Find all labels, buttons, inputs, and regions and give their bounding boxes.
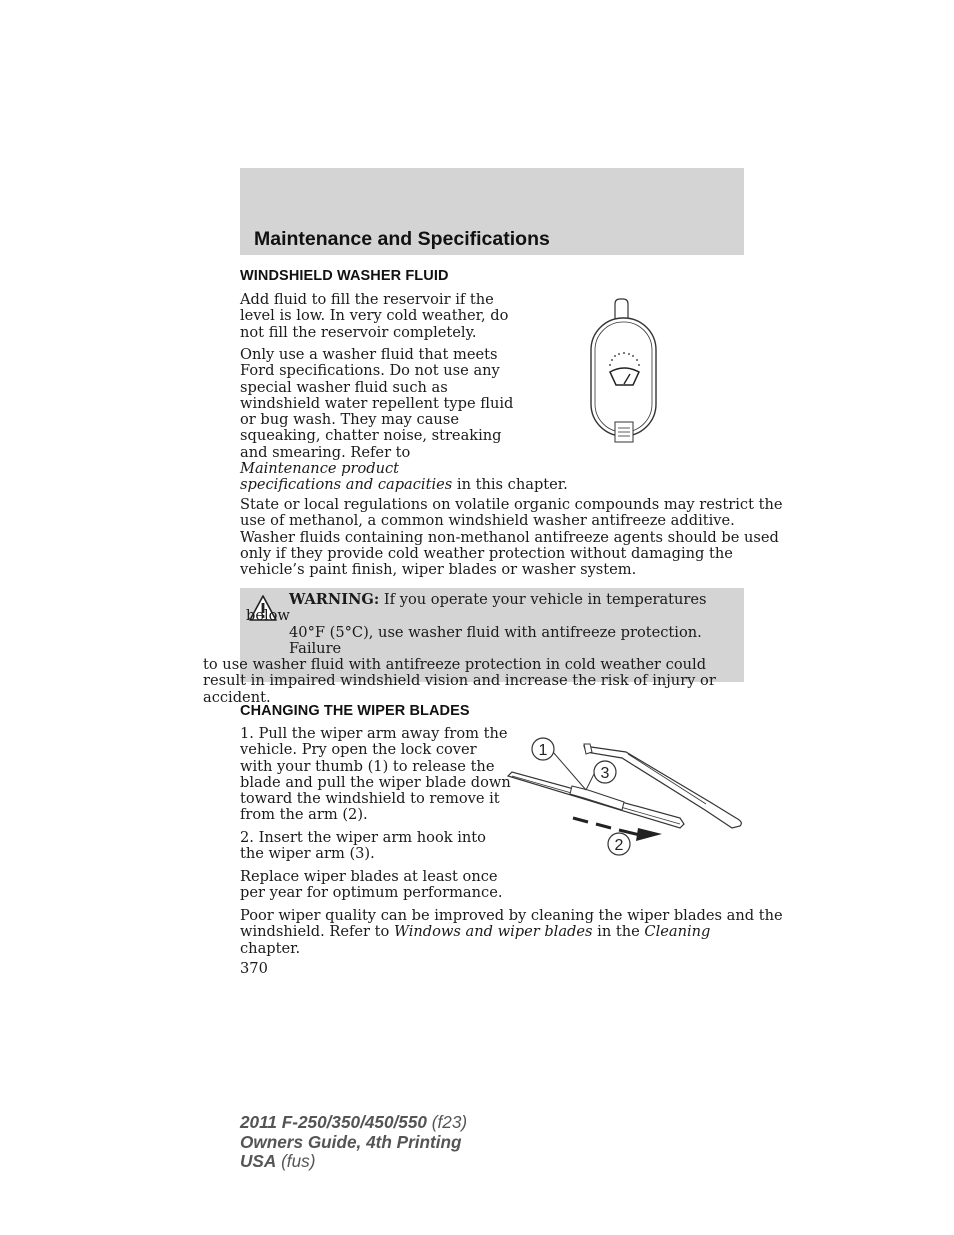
washer-paragraph-2: [240, 347, 568, 494]
text-line: level is low. In very cold weather, do: [240, 307, 509, 325]
text-line: Only use a washer fluid that meets: [240, 346, 498, 363]
text-line: with your thumb (1) to release the: [240, 757, 495, 775]
text-line: not fill the reservoir completely.: [240, 323, 477, 341]
text-line: Replace wiper blades at least once: [240, 868, 498, 885]
text-line: Add fluid to fill the reservoir if the: [240, 291, 494, 308]
wiper-step-2: [240, 830, 486, 863]
text-line: Poor wiper quality can be improved by cleaning the wiper blades and the: [240, 907, 783, 924]
wiper-blades-heading: CHANGING THE WIPER BLADES: [240, 703, 470, 719]
section-header-band: [240, 168, 744, 255]
text-line: If you operate your vehicle in temperatures below: [246, 591, 707, 625]
wiper-step-1: [240, 726, 511, 824]
footer-edition: Owners Guide, 4th Printing: [240, 1131, 462, 1152]
washer-reservoir-illustration: [585, 296, 665, 448]
text-line: in this chapter.: [452, 476, 568, 494]
text-line: accident.: [203, 688, 271, 706]
text-line: 2. Insert the wiper arm hook into: [240, 829, 486, 846]
cross-reference-link[interactable]: Maintenance product: [240, 460, 400, 478]
callout-1-label: 1: [538, 742, 548, 759]
text-line: blade and pull the wiper blade down: [240, 773, 511, 791]
text-line: vehicle’s paint finish, wiper blades or washer system.: [240, 561, 637, 579]
footer-model: 2011 F-250/350/450/550: [240, 1112, 427, 1132]
warning-text: [203, 591, 738, 706]
text-line: toward the windshield to remove it: [240, 790, 500, 808]
callout-2-label: 2: [614, 837, 624, 854]
warning-box: [203, 588, 744, 706]
washer-paragraph-1: [240, 292, 508, 341]
wiper-replace-note: [240, 869, 502, 902]
text-line: to use washer fluid with antifreeze protection in cold weather could: [203, 656, 707, 674]
text-line: from the arm (2).: [240, 806, 368, 824]
wiper-blade-illustration: [500, 734, 748, 858]
section-title: Maintenance and Specifications: [254, 228, 550, 250]
page-number: 370: [240, 960, 268, 977]
text-line: or bug wash. They may cause: [240, 411, 459, 429]
text-line: result in impaired windshield vision and increase the risk of injury or: [203, 672, 716, 690]
text-line: only if they provide cold weather protection without damaging the: [240, 544, 733, 562]
text-line: in the: [592, 923, 645, 941]
text-line: and smearing. Refer to: [240, 443, 411, 461]
washer-paragraph-3: [240, 497, 783, 578]
cross-reference-link[interactable]: specifications and capacities: [240, 476, 453, 494]
text-line: squeaking, chatter noise, streaking: [240, 427, 502, 445]
text-line: per year for optimum performance.: [240, 884, 503, 902]
cross-reference-link[interactable]: Windows and wiper blades: [393, 923, 593, 941]
footer-region-code: (fus): [276, 1151, 316, 1171]
document-footer: [240, 1113, 467, 1172]
footer-code: (f23): [427, 1112, 468, 1132]
washer-fluid-heading: WINDSHIELD WASHER FLUID: [240, 268, 449, 284]
text-line: windshield water repellent type fluid: [240, 394, 514, 412]
text-line: Washer fluids containing non-methanol antifreeze agents should be used: [240, 528, 779, 546]
text-line: use of methanol, a common windshield washer antifreeze additive.: [240, 512, 735, 530]
text-line: the wiper arm (3).: [240, 845, 375, 863]
text-line: 40°F (5°C), use washer fluid with antifreeze protection. Failure: [289, 623, 702, 657]
footer-region: USA: [240, 1151, 277, 1171]
callout-3-label: 3: [600, 765, 610, 782]
text-line: vehicle. Pry open the lock cover: [240, 741, 477, 759]
text-line: windshield. Refer to: [240, 923, 394, 941]
wiper-poor-quality-note: [240, 908, 783, 957]
text-line: chapter.: [240, 939, 301, 957]
text-line: State or local regulations on volatile organic compounds may restrict the: [240, 496, 783, 513]
text-line: 1. Pull the wiper arm away from the: [240, 725, 508, 742]
cross-reference-link[interactable]: Cleaning: [644, 923, 711, 941]
warning-label: WARNING:: [289, 591, 380, 608]
text-line: Ford specifications. Do not use any: [240, 362, 500, 380]
text-line: special washer fluid such as: [240, 378, 448, 396]
